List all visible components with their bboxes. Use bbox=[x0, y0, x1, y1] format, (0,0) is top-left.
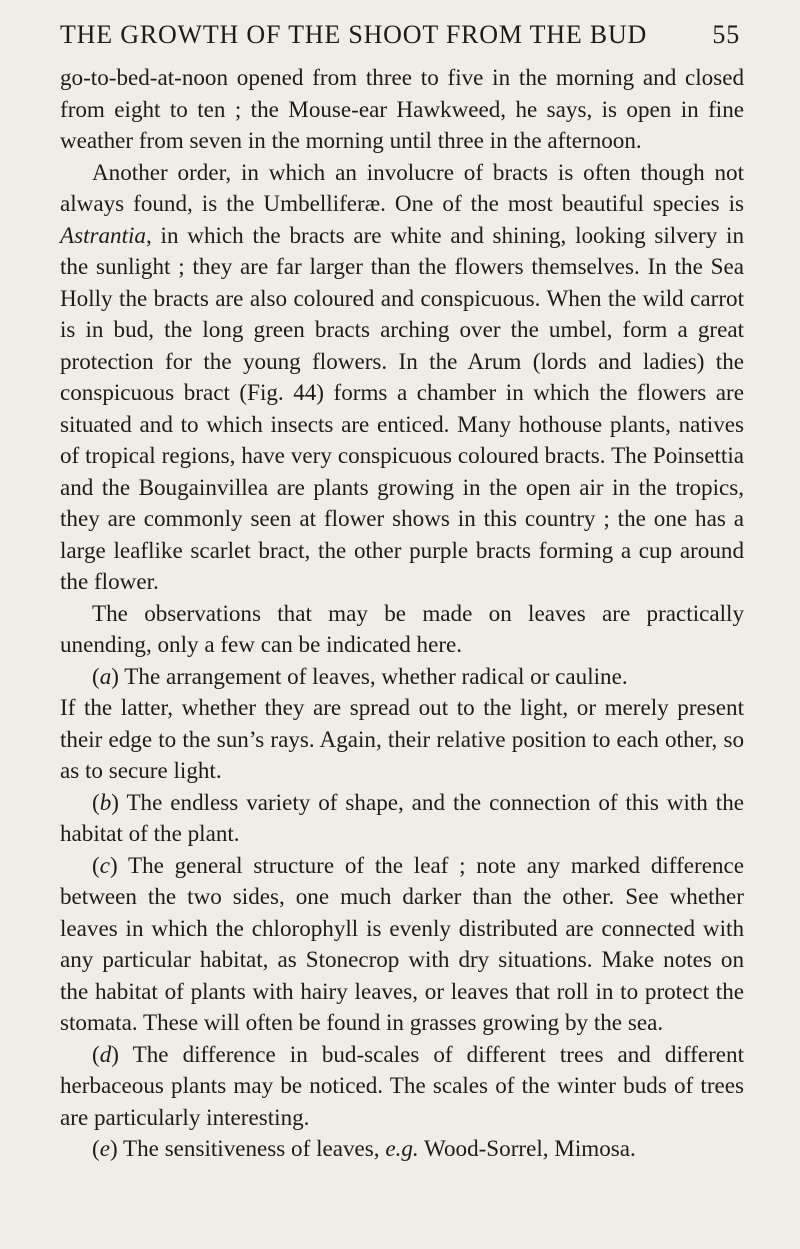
list-item-e: (e) The sensitiveness of leaves, e.g. Wood-Sorrel, Mimosa. bbox=[92, 1135, 636, 1161]
item-label: c bbox=[99, 851, 110, 878]
genus-name: Astrantia bbox=[60, 221, 146, 248]
list-item-a: (a) The arrangement of leaves, whether radical or cauline. bbox=[92, 662, 628, 689]
paragraph-leaf-observations: The observations that may be made on leaves are practically unending, only a few can be indicated here. bbox=[60, 599, 744, 657]
running-head bbox=[60, 20, 744, 50]
item-label: a bbox=[99, 662, 112, 689]
page-number: 55 bbox=[712, 20, 740, 49]
list-item-b: (b) The endless variety of shape, and the connection of this with the habitat of the plant. bbox=[60, 788, 744, 846]
item-label: e bbox=[99, 1135, 110, 1161]
paragraph-continued: go-to-bed-at-noon opened from three to five in the morning and closed from eight to ten ; the Mouse-ear Hawkweed, he says, is open in fine weather from seven in the morning until three in the afternoon. bbox=[60, 64, 744, 153]
paragraph-umbelliferae: Another order, in which an involucre of bracts is often though not always found, is the Umbelliferæ. One of the most beautiful species is Astrantia, in which the bracts are white and shining, looking silvery in the sunlight ; they are far larger than the flowers themselves. In the Sea Holly the bracts are also coloured and conspicuous. When the wild carrot is in bud, the long green bracts arching over the umbel, form a great protection for the young flowers. In the Arum (lords and ladies) the conspicuous bract (Fig. 44) forms a chamber in which the flowers are situated and to which insects are enticed. Many hothouse plants, natives of tropical regions, have very conspicuous coloured bracts. The Poinsettia and the Bougainvillea are plants growing in the open air in the tropics, they are commonly seen at flower shows in this country ; the one has a large leaflike scarlet bract, the other purple bracts forming a cup around the flower. bbox=[60, 158, 744, 594]
running-title: THE GROWTH OF THE SHOOT FROM THE BUD bbox=[60, 20, 648, 49]
item-label: b bbox=[99, 788, 112, 815]
list-item-a-continued: If the latter, whether they are spread out to the light, or merely present their edge to the sun’s rays. Again, their relative position to each other, so as to secure light. bbox=[60, 694, 744, 783]
list-item-d: (d) The difference in bud-scales of different trees and different herbaceous plants may be noticed. The scales of the winter buds of trees are particularly interesting. bbox=[60, 1040, 744, 1130]
body-text bbox=[60, 62, 744, 1165]
item-label: d bbox=[99, 1040, 112, 1067]
list-item-c: (c) The general structure of the leaf ; note any marked difference between the two sides, one much darker than the other. See whether leaves in which the chlorophyll is evenly distributed are connected with any particular habitat, as Stonecrop with dry situations. Make notes on the habitat of plants with hairy leaves, or leaves that roll in to protect the stomata. These will often be found in grasses growing by the sea. bbox=[60, 851, 745, 1035]
